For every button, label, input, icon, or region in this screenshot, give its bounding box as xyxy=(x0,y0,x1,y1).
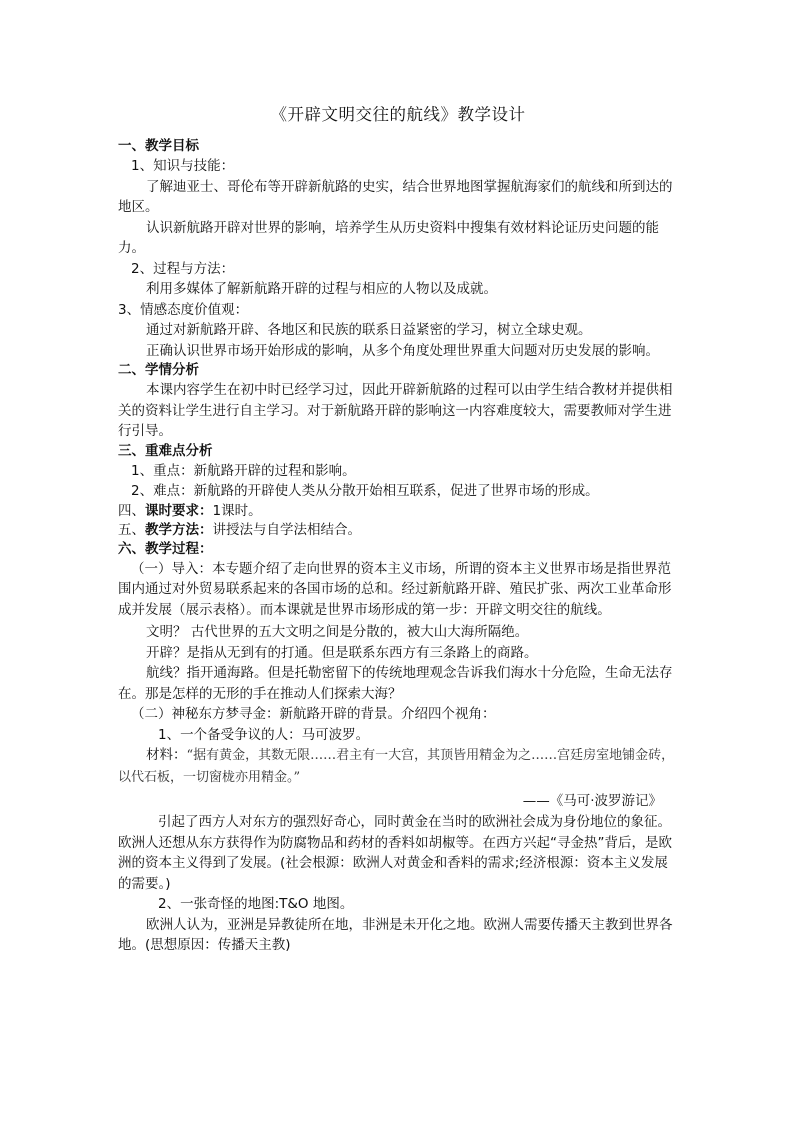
paragraph-view-1: 1、一个备受争议的人：马可波罗。 xyxy=(158,726,370,743)
paragraph-method-1: 利用多媒体了解新航路开辟的过程与相应的人物以及成就。 xyxy=(146,281,497,297)
section-heading-process: 六、教学过程： xyxy=(118,540,213,557)
paragraph-difficulty: 2、难点：新航路的开辟使人类从分散开始相互联系，促进了世界市场的形成。 xyxy=(131,483,599,499)
material-quote: “据有黄金，其数无限……君主有一大宫，其顶皆用精金为之……宫廷房室地铺金砖，以代石板，一切窗栊亦用精金。” xyxy=(118,748,675,785)
section-prefix: 四、 xyxy=(118,502,145,519)
section-heading-key-points: 三、重难点分析 xyxy=(118,442,213,459)
paragraph-key-point: 1、重点：新航路开辟的过程和影响。 xyxy=(131,462,356,479)
paragraph-view-2: 2、一张奇怪的地图:T&O 地图。 xyxy=(158,896,354,912)
section-label: 教学方法： xyxy=(145,521,213,538)
paragraph-analysis: 本课内容学生在初中时已经学习过，因此开辟新航路的过程可以由学生结合教材并提供相关的资料让学生进行自主学习。对于新航路开辟的影响这一内容难度较大，需要教师对学生进行引导。 xyxy=(118,382,673,439)
section-heading-analysis: 二、学情分析 xyxy=(118,362,199,378)
document-page xyxy=(118,103,678,956)
section-teaching-method xyxy=(118,521,678,540)
paragraph-emotion-2: 正确认识世界市场开始形成的影响，从多个角度处理世界重大问题对历史发展的影响。 xyxy=(146,342,659,359)
paragraph-introduction: （一）导入：本专题介绍了走向世界的资本主义市场，所谓的资本主义世界市场是指世界范围内通过对外贸易联系起来的各国市场的总和。经过新航路开辟、殖民扩张、两次工业革命形成并发展（展示表格）。而本课就是世界市场形成的第一步：开辟文明交往的航线。 xyxy=(118,560,672,618)
section-label: 课时要求： xyxy=(145,502,213,519)
subheading-knowledge: 1、知识与技能： xyxy=(131,158,235,174)
paragraph-knowledge-1: 了解迪亚士、哥伦布等开辟新航路的史实，结合世界地图掌握航海家们的航线和所到达的地区。 xyxy=(118,178,673,215)
section-lesson-time xyxy=(118,502,678,521)
section-value: 1课时。 xyxy=(212,502,262,519)
section-value: 讲授法与自学法相结合。 xyxy=(212,521,361,538)
paragraph-material xyxy=(118,745,678,788)
document-title: 《开辟文明交往的航线》教学设计 xyxy=(270,105,526,124)
subheading-background: （二）神秘东方梦寻金：新航路开辟的背景。介绍四个视角： xyxy=(131,706,496,722)
material-label: 材料： xyxy=(146,747,187,763)
subheading-emotion: 3、情感态度价值观： xyxy=(118,301,249,318)
material-source: ——《马可·波罗游记》 xyxy=(522,793,662,809)
paragraph-emotion-1: 通过对新航路开辟、各地区和民族的联系日益紧密的学习，树立全球史观。 xyxy=(146,322,592,338)
section-heading-objectives: 一、教学目标 xyxy=(118,138,199,154)
paragraph-view-2-text: 欧洲人认为，亚洲是异教徒所在地，非洲是未开化之地。欧洲人需要传播天主教到世界各地。(思想原因：传播天主教) xyxy=(118,916,673,953)
subheading-method: 2、过程与方法： xyxy=(131,260,235,277)
paragraph-civilization: 文明？ 古代世界的五大文明之间是分散的，被大山大海所隔绝。 xyxy=(146,624,529,640)
paragraph-open: 开辟？是指从无到有的打通。但是联系东西方有三条路上的商路。 xyxy=(146,644,538,661)
paragraph-knowledge-2: 认识新航路开辟对世界的影响，培养学生从历史资料中搜集有效材料论证历史问题的能力。 xyxy=(118,219,659,256)
paragraph-route: 航线？指开通海路。但是托勒密留下的传统地理观念告诉我们海水十分危险，生命无法存在。那是怎样的无形的手在推动人们探索大海？ xyxy=(118,665,673,702)
paragraph-analysis-background: 引起了西方人对东方的强烈好奇心，同时黄金在当时的欧洲社会成为身份地位的象征。欧洲人还想从东方获得作为防腐物品和药材的香料如胡椒等。在西方兴起“寻金热”背后，是欧洲的资本主义得到了发展。(社会根源：欧洲人对黄金和香料的需求;经济根源：资本主义发展的需要。) xyxy=(118,814,672,892)
section-prefix: 五、 xyxy=(118,521,145,538)
